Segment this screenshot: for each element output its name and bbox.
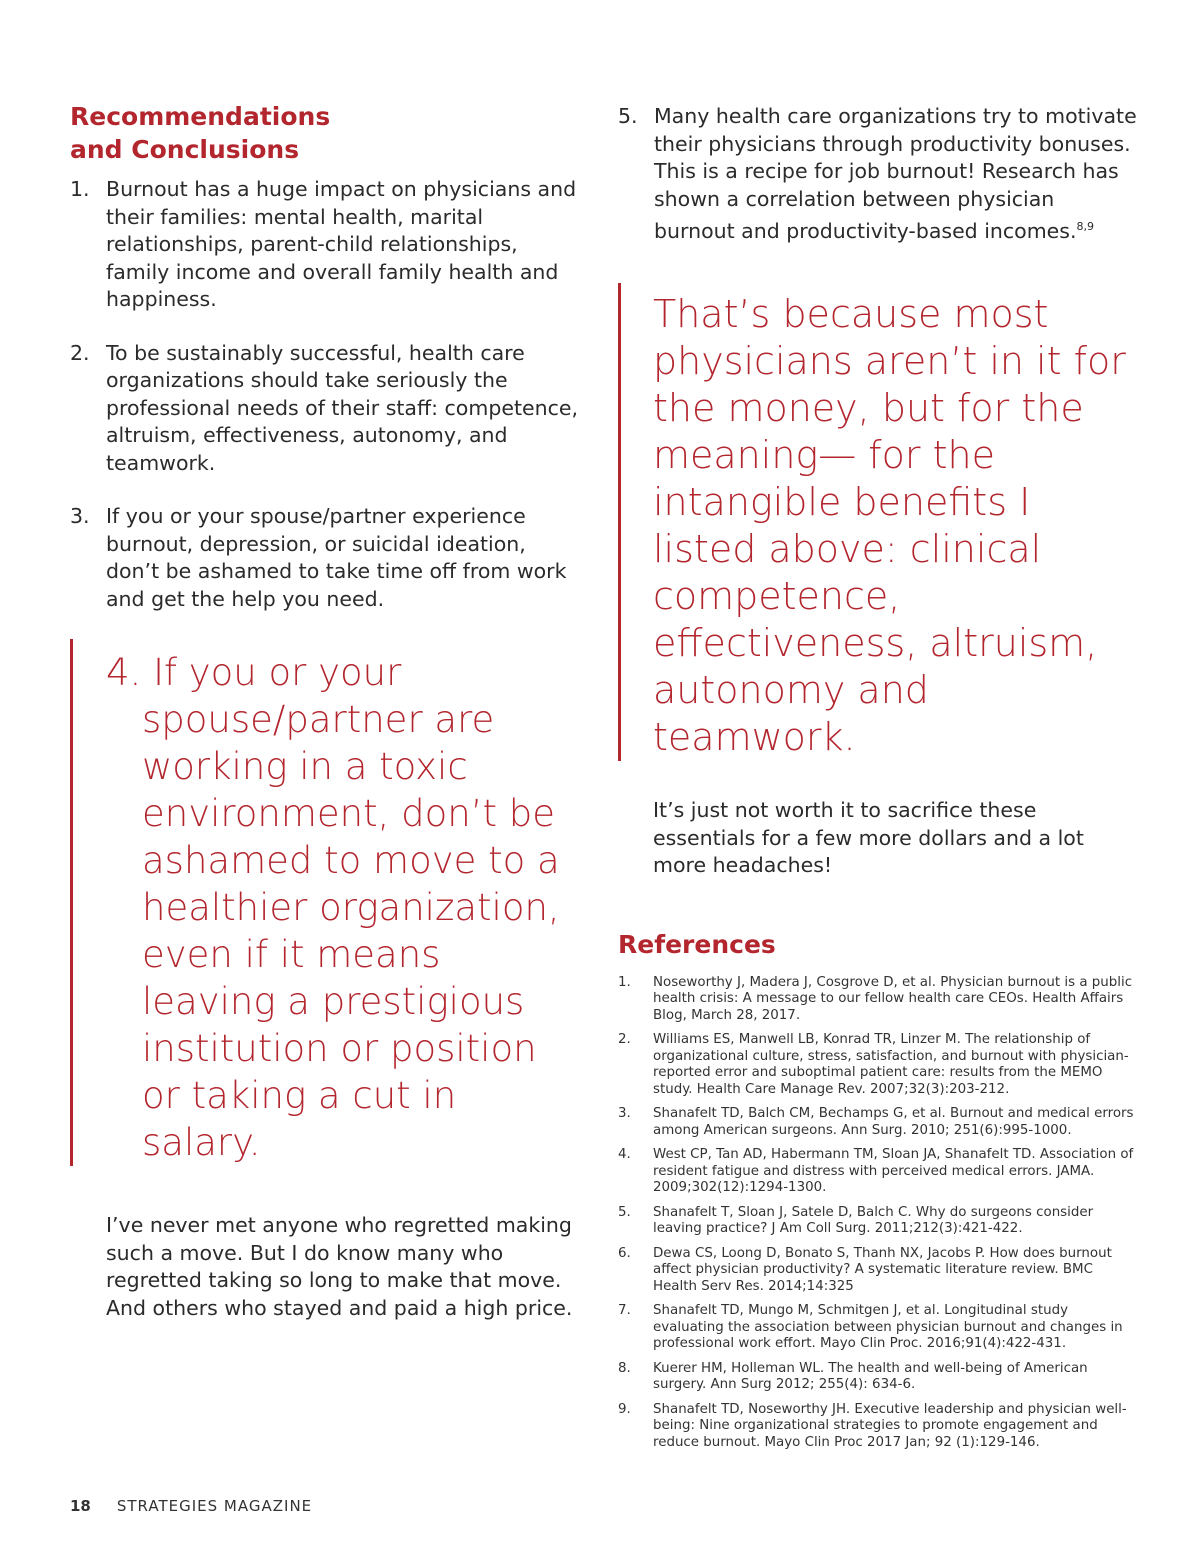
- recommendations-heading: [70, 100, 580, 166]
- reference-text: Shanafelt TD, Noseworthy JH. Executive leadership and physician well-being: Nine organizational strategies to promote engagement and reduce burnout. Mayo Clin Proc 2017 Jan; 92 (1):129-146.: [653, 1401, 1127, 1450]
- reference-item: [618, 1106, 1138, 1139]
- recommendations-list: [70, 176, 580, 613]
- page-number: 18: [70, 1497, 91, 1515]
- reference-number: 2.: [618, 1032, 631, 1048]
- item-text: To be sustainably successful, health care organizations should take seriously the professional needs of their staff: competence, altruism, effectiveness, autonomy, and teamwork.: [106, 340, 578, 475]
- closing-paragraph: I’ve never met anyone who regretted making such a move. But I do know many who regretted taking so long to make that move. And others who stayed and paid a high price.: [106, 1213, 573, 1320]
- item-number: 5.: [618, 104, 638, 128]
- left-column: [70, 100, 580, 1322]
- closing-paragraph: It’s just not worth it to sacrifice these essentials for a few more dollars and a lot more headaches!: [653, 798, 1084, 878]
- reference-item: [618, 1303, 1138, 1353]
- item-text: If you or your spouse/partner experience burnout, depression, or suicidal ideation, don’t be ashamed to take time off from work and get the help you need.: [106, 504, 567, 611]
- list-item: [70, 340, 580, 478]
- pull-quote-text: That’s because most physicians aren’t in it for the money, but for the meaning— for the intangible benefits I listed above: clinical competence, effectiveness, altruism, autonomy and teamwork.: [653, 292, 1126, 760]
- reference-number: 4.: [618, 1147, 631, 1163]
- item-number: 1.: [70, 177, 90, 201]
- reference-item: [618, 1032, 1138, 1098]
- reference-number: 6.: [618, 1245, 631, 1261]
- reference-item: [618, 1205, 1138, 1238]
- reference-item: [618, 975, 1138, 1025]
- reference-number: 8.: [618, 1360, 631, 1376]
- reference-number: 7.: [618, 1303, 631, 1319]
- reference-text: Noseworthy J, Madera J, Cosgrove D, et al. Physician burnout is a public health crisis: A message to our fellow health care CEOs. Health Affairs Blog, March 28, 2017.: [653, 974, 1133, 1023]
- list-item: [618, 103, 1138, 245]
- item-number: 3.: [70, 504, 90, 528]
- reference-text: Shanafelt T, Sloan J, Satele D, Balch C. Why do surgeons consider leaving practice? J Am Coll Surg. 2011;212(3):421-422.: [653, 1204, 1094, 1237]
- reference-text: Kuerer HM, Holleman WL. The health and well-being of American surgery. Ann Surg 2012; 255(4): 634-6.: [653, 1360, 1088, 1393]
- list-item: [70, 176, 580, 314]
- reference-item: [618, 1147, 1138, 1197]
- item-number: 2.: [70, 340, 90, 365]
- references-heading: References: [618, 929, 776, 959]
- citation-superscript: 8,9: [1076, 220, 1094, 233]
- right-column: [618, 100, 1138, 1459]
- references-list: [618, 975, 1138, 1452]
- reference-item: [618, 1246, 1138, 1296]
- pull-quote-right: [618, 283, 1133, 761]
- reference-text: Dewa CS, Loong D, Bonato S, Thanh NX, Jacobs P. How does burnout affect physician productivity? A systematic literature review. BMC Health Serv Res. 2014;14:325: [653, 1245, 1112, 1294]
- reference-number: 1.: [618, 974, 631, 990]
- reference-number: 9.: [618, 1401, 631, 1417]
- reference-item: [618, 1361, 1138, 1394]
- list-item: [70, 503, 580, 613]
- heading-line-1: Recommendations: [70, 102, 331, 131]
- reference-item: [618, 1402, 1138, 1452]
- pull-quote-text: 4. If you or your spouse/partner are working in a toxic environment, don’t be ashamed to move to a healthier organization, even if it means leaving a prestigious institution or position or taking a cut in salary.: [106, 651, 560, 1164]
- reference-text: West CP, Tan AD, Habermann TM, Sloan JA, Shanafelt TD. Association of resident fatigue and distress with perceived medical errors. JAMA. 2009;302(12):1294-1300.: [653, 1147, 1134, 1196]
- magazine-name: STRATEGIES MAGAZINE: [116, 1497, 313, 1515]
- recommendations-list-continued: [618, 103, 1138, 245]
- reference-number: 3.: [618, 1106, 631, 1122]
- heading-line-2: and Conclusions: [70, 135, 300, 164]
- reference-number: 5.: [618, 1204, 631, 1220]
- page-footer: [70, 1497, 312, 1515]
- item-text: Many health care organizations try to motivate their physicians through productivity bonuses. This is a recipe for job burnout! Research has shown a correlation between physician burnout and productivity-based incomes.: [654, 104, 1137, 243]
- pull-quote-left: [70, 639, 576, 1166]
- reference-text: Williams ES, Manwell LB, Konrad TR, Linzer M. The relationship of organizational culture, stress, satisfaction, and burnout with physician-reported error and suboptimal patient care: results from the MEMO study. Health Care Manage Rev. 2007;32(3):203-212.: [653, 1032, 1129, 1097]
- reference-text: Shanafelt TD, Mungo M, Schmitgen J, et al. Longitudinal study evaluating the association between physician burnout and changes in professional work effort. Mayo Clin Proc. 2016;91(4):422-431.: [653, 1303, 1123, 1352]
- item-text: Burnout has a huge impact on physicians and their families: mental health, marital relationships, parent-child relationships, family income and overall family health and happiness.: [106, 177, 577, 311]
- reference-text: Shanafelt TD, Balch CM, Bechamps G, et al. Burnout and medical errors among American surgeons. Ann Surg. 2010; 251(6):995-1000.: [653, 1106, 1134, 1138]
